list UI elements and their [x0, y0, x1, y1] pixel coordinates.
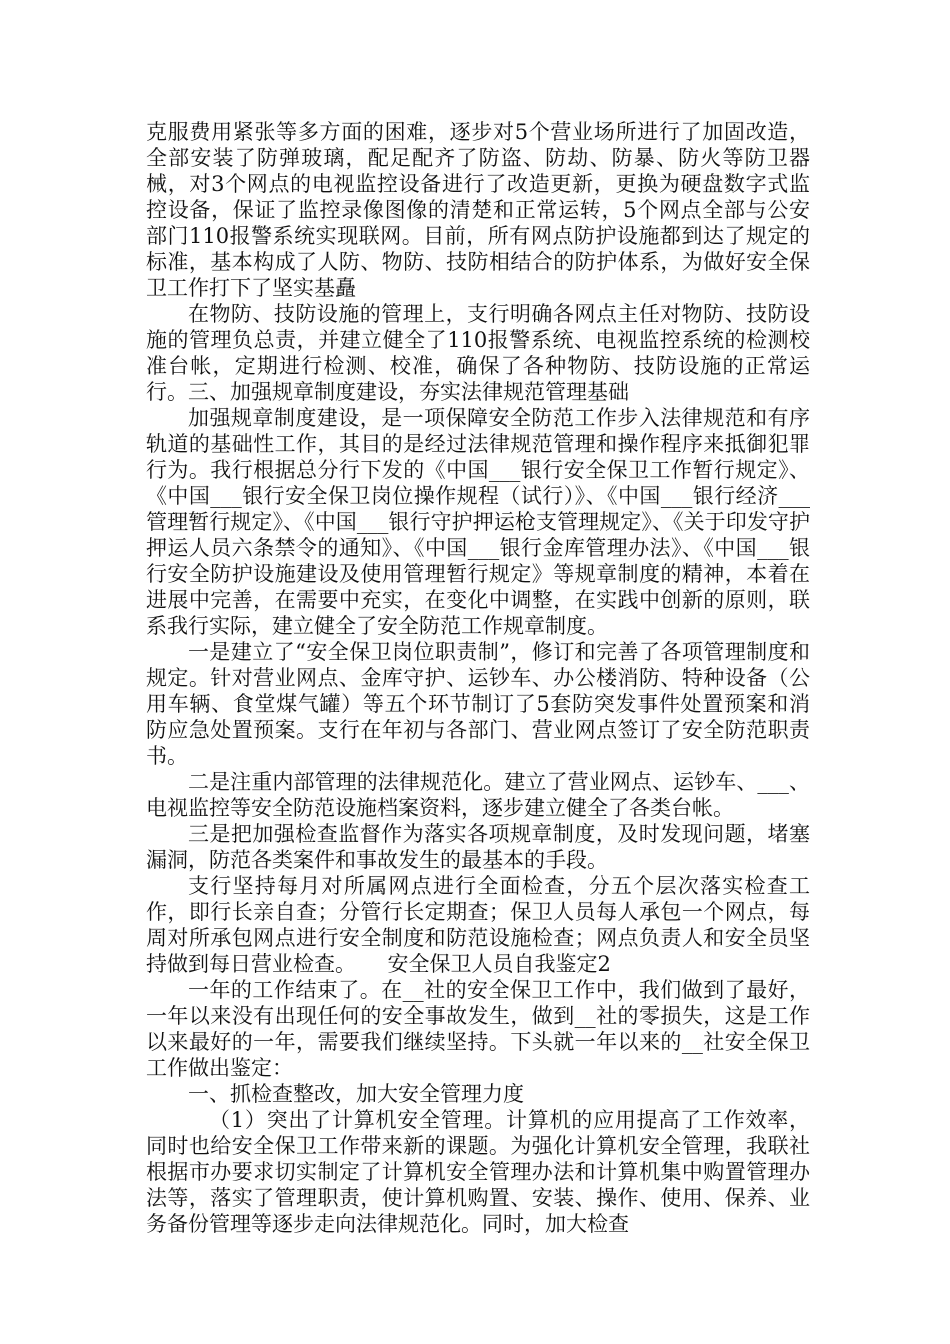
- paragraph-7: 支行坚持每月对所属网点进行全面检查，分五个层次落实检查工作，即行长亲自查；分管行长定期查；保卫人员每人承包一个网点，每周对所承包网点进行安全制度和防范设施检查；网点负责人和安全员坚持做到每日营业检查。 安全保卫人员自我鉴定2: [146, 874, 810, 976]
- paragraph-4: 一是建立了“安全保卫岗位职责制”，修订和完善了各项管理制度和规定。针对营业网点、金库守护、运钞车、办公楼消防、特种设备（公用车辆、食堂煤气罐）等五个环节制订了5套防突发事件处置预案和消防应急处置预案。支行在年初与各部门、营业网点签订了安全防范职责书。: [146, 640, 810, 768]
- paragraph-1: 克服费用紧张等多方面的困难，逐步对5个营业场所进行了加固改造，全部安装了防弹玻璃，配足配齐了防盗、防劫、防暴、防火等防卫器械，对3个网点的电视监控设备进行了改造更新，更换为硬盘数字式监控设备，保证了监控录像图像的清楚和正常运转，5个网点全部与公安部门110报警系统实现联网。目前，所有网点防护设施都到达了规定的标准，基本构成了人防、物防、技防相结合的防护体系，为做好安全保卫工作打下了坚实基矗: [146, 120, 810, 300]
- paragraph-5: 二是注重内部管理的法律规范化。建立了营业网点、运钞车、___、电视监控等安全防范设施档案资料，逐步建立健全了各类台帐。: [146, 770, 810, 820]
- paragraph-8: 一年的工作结束了。在__社的安全保卫工作中，我们做到了最好，一年以来没有出现任何的安全事故发生，做到__社的零损失，这是工作以来最好的一年，需要我们继续坚持。下头就一年以来的__社安全保卫工作做出鉴定：: [146, 978, 810, 1080]
- section-heading: 一、抓检查整改，加大安全管理力度: [188, 1082, 524, 1106]
- paragraph-2: 在物防、技防设施的管理上，支行明确各网点主任对物防、技防设施的管理负总责，并建立健全了110报警系统、电视监控系统的检测校准台帐，定期进行检测、校准，确保了各种物防、技防设施的正常运行。三、加强规章制度建设，夯实法律规范管理基础: [146, 302, 810, 404]
- paragraph-6: 三是把加强检查监督作为落实各项规章制度，及时发现问题，堵塞漏洞，防范各类案件和事故发生的最基本的手段。: [146, 822, 810, 872]
- paragraph-9: （1）突出了计算机安全管理。计算机的应用提高了工作效率，同时也给安全保卫工作带来新的课题。为强化计算机安全管理，我联社根据市办要求切实制定了计算机安全管理办法和计算机集中购置管理办法等，落实了管理职责，使计算机购置、安装、操作、使用、保养、业务备份管理等逐步走向法律规范化。同时，加大检查: [146, 1108, 810, 1236]
- paragraph-3: 加强规章制度建设，是一项保障安全防范工作步入法律规范和有序轨道的基础性工作，其目的是经过法律规范管理和操作程序来抵御犯罪行为。我行根据总分行下发的《中国___银行安全保卫工作暂行规定》、《中国___银行安全保卫岗位操作规程（试行）》、《中国___银行经济___管理暂行规定》、《中国___银行守护押运枪支管理规定》、《关于印发守护押运人员六条禁令的通知》、《中国___银行金库管理办法》、《中国___银行安全防护设施建设及使用管理暂行规定》等规章制度的精神，本着在进展中完善，在需要中充实，在变化中调整，在实践中创新的原则，联系我行实际，建立健全了安全防范工作规章制度。: [146, 406, 810, 638]
- document-page: [146, 119, 810, 1237]
